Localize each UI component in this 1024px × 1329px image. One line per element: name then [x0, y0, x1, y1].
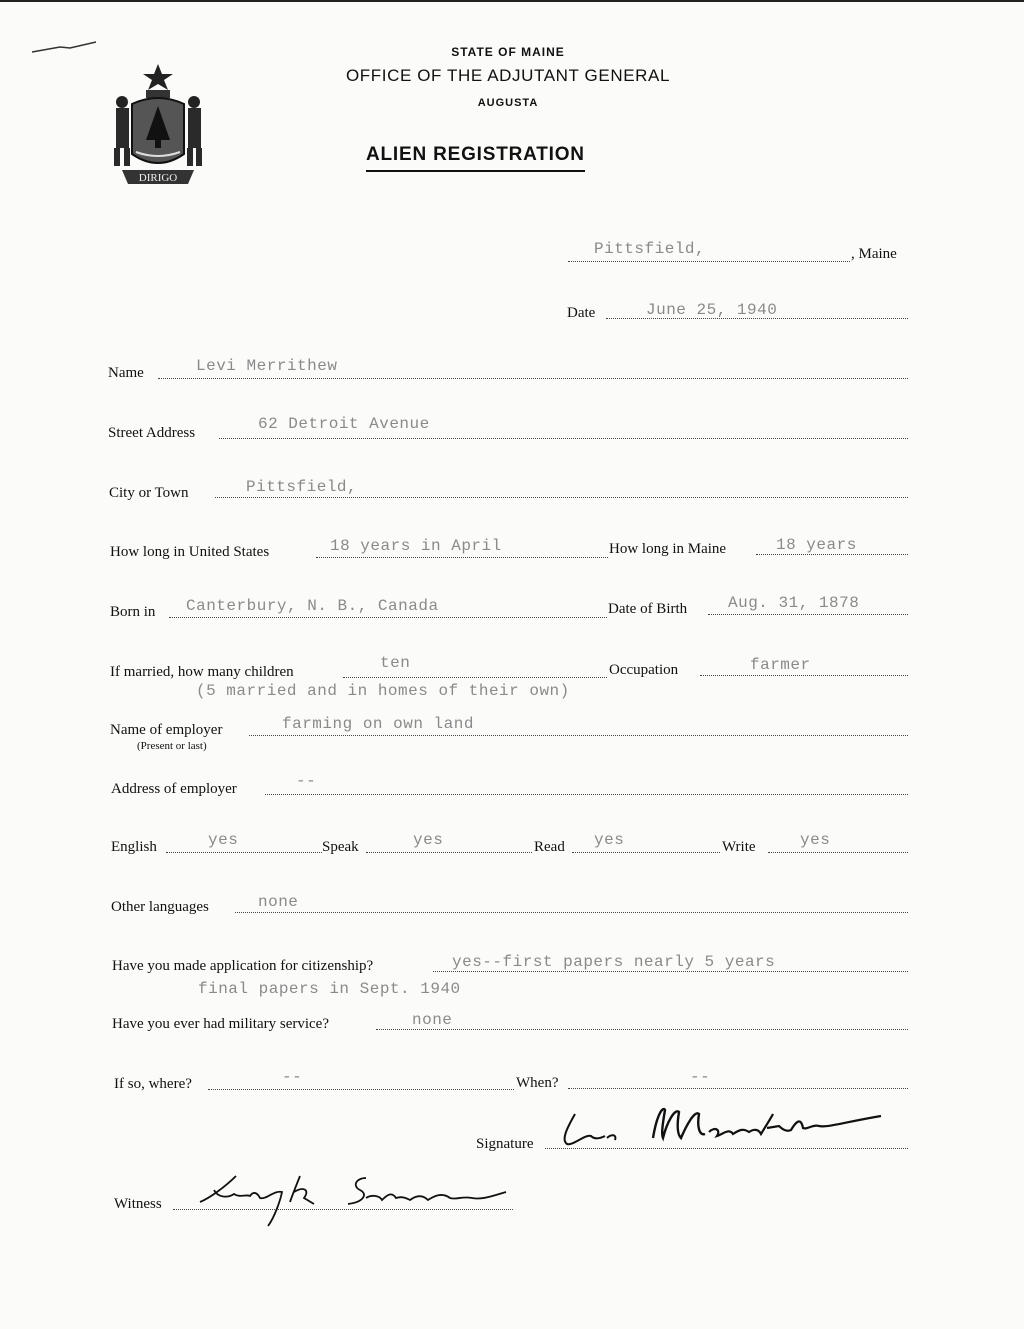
street-value: 62 Detroit Avenue [258, 415, 430, 433]
speak-line [366, 852, 532, 853]
where-label: If so, where? [114, 1076, 192, 1092]
read-value: yes [594, 831, 625, 849]
name-line [158, 378, 908, 379]
employer-address-value: -- [296, 772, 317, 790]
state-heading: STATE OF MAINE [451, 45, 565, 59]
write-line [768, 852, 908, 853]
citizenship-line [433, 971, 908, 972]
dob-label: Date of Birth [608, 601, 688, 617]
employer-address-line [265, 794, 908, 795]
occupation-line [700, 675, 908, 676]
children-note: (5 married and in homes of their own) [196, 682, 570, 700]
us-duration-line [316, 557, 608, 558]
military-service-label: Have you ever had military service? [112, 1016, 329, 1032]
street-line [219, 438, 908, 439]
speak-value: yes [413, 831, 444, 849]
military-service-line [376, 1029, 908, 1030]
maine-duration-label: How long in Maine [609, 541, 727, 557]
city-line [215, 497, 908, 498]
town-value: Pittsfield, [594, 240, 706, 258]
occupation-label: Occupation [609, 662, 679, 678]
citizenship-value: yes--first papers nearly 5 years [452, 953, 776, 971]
town-suffix-label: , Maine [851, 246, 897, 262]
children-value: ten [380, 654, 411, 672]
birthplace-value: Canterbury, N. B., Canada [186, 597, 439, 615]
dob-value: Aug. 31, 1878 [728, 594, 860, 612]
name-value: Levi Merrithew [196, 357, 338, 375]
english-line [166, 852, 322, 853]
birthplace-label: Born in [110, 604, 156, 620]
date-value: June 25, 1940 [646, 301, 778, 319]
where-value: -- [282, 1068, 303, 1086]
speak-label: Speak [322, 839, 359, 855]
other-languages-value: none [258, 893, 299, 911]
employer-sublabel: (Present or last) [137, 740, 207, 752]
seal-motto-text: DIRIGO [138, 172, 178, 184]
read-label: Read [534, 839, 565, 855]
children-line [343, 677, 607, 678]
city-label: City or Town [109, 485, 189, 501]
us-duration-label: How long in United States [110, 544, 270, 560]
english-label: English [111, 839, 157, 855]
office-heading: OFFICE OF THE ADJUTANT GENERAL [345, 66, 671, 85]
employer-label: Name of employer [110, 722, 223, 738]
date-label: Date [567, 305, 596, 321]
employer-line [249, 735, 908, 736]
read-line [572, 852, 720, 853]
other-languages-label: Other languages [111, 899, 209, 915]
write-label: Write [722, 839, 756, 855]
witness-label: Witness [114, 1196, 162, 1212]
dob-line [708, 614, 908, 615]
town-line [568, 261, 850, 262]
birthplace-line [169, 617, 607, 618]
city-value: Pittsfield, [246, 478, 358, 496]
citizenship-label: Have you made application for citizenship? [112, 958, 374, 974]
maine-duration-line [756, 554, 908, 555]
us-duration-value: 18 years in April [330, 537, 502, 555]
employer-address-label: Address of employer [111, 781, 237, 797]
write-value: yes [800, 831, 831, 849]
applicant-signature [545, 1094, 890, 1156]
children-label: If married, how many children [110, 664, 294, 680]
other-languages-line [235, 912, 908, 913]
when-label: When? [516, 1075, 559, 1091]
city-heading: AUGUSTA [477, 97, 539, 109]
occupation-value: farmer [750, 656, 811, 674]
english-value: yes [208, 831, 239, 849]
maine-duration-value: 18 years [776, 536, 857, 554]
military-service-value: none [412, 1011, 453, 1029]
employer-value: farming on own land [282, 715, 474, 733]
street-label: Street Address [108, 425, 196, 441]
signature-label: Signature [476, 1136, 534, 1152]
witness-signature [188, 1168, 510, 1232]
where-line [208, 1089, 514, 1090]
form-title: ALIEN REGISTRATION [366, 144, 585, 172]
citizenship-value-continued: final papers in Sept. 1940 [198, 980, 461, 998]
when-line [568, 1088, 908, 1089]
when-value: -- [690, 1068, 711, 1086]
name-label: Name [108, 365, 144, 381]
